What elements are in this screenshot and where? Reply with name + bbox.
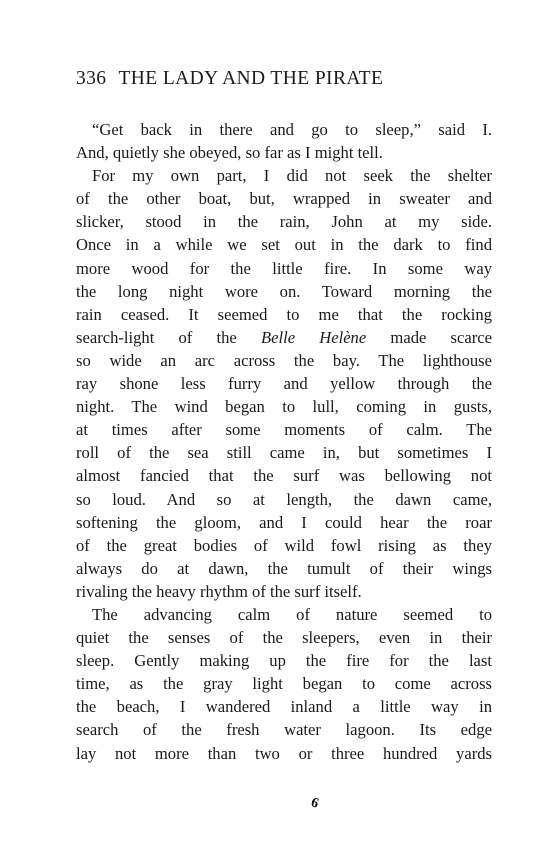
vessel-name: Belle Helène	[260, 327, 367, 347]
text-line: more wood for the little fire. In some way	[76, 258, 492, 278]
text-line: at times after some moments of calm. The	[76, 420, 492, 440]
text-line: sleep. Gently making up the fire for the last	[76, 651, 492, 671]
text-line: lay not more than two or three hundred yards	[76, 743, 492, 763]
body-text	[76, 118, 492, 765]
text-line: always do at dawn, the tumult of their wings	[76, 558, 492, 578]
text-line: search of the fresh water lagoon. Its edge	[76, 720, 492, 740]
text-line: the long night wore on. Toward morning the	[76, 281, 492, 301]
text-line: slicker, stood in the rain, John at my side.	[76, 212, 492, 232]
running-title: THE LADY AND THE PIRATE	[118, 68, 384, 89]
text-line: For my own part, I did not seek the shelter	[92, 166, 492, 186]
text-line: And, quietly she obeyed, so far as I might tell.	[76, 143, 383, 163]
text-line-segment: search-light of the	[76, 327, 261, 347]
text-line: of the great bodies of wild fowl rising as they	[76, 535, 492, 555]
text-line: softening the gloom, and I could hear the roar	[76, 512, 492, 532]
page-number: 336	[76, 68, 107, 89]
text-line: ray shone less furry and yellow through the	[76, 374, 492, 394]
book-page	[76, 68, 492, 765]
text-line-segment: made scarce	[366, 327, 492, 347]
text-line: almost fancied that the surf was bellowing not	[76, 466, 492, 486]
text-line	[76, 326, 492, 349]
text-line: rivaling the heavy rhythm of the surf itself.	[76, 581, 362, 601]
text-line: time, as the gray light began to come across	[76, 674, 492, 694]
text-line: night. The wind began to lull, coming in gusts,	[76, 397, 492, 417]
text-line: The advancing calm of nature seemed to	[92, 604, 492, 624]
text-line: roll of the sea still came in, but sometimes I	[76, 443, 492, 463]
text-line: quiet the senses of the sleepers, even in their	[76, 628, 492, 648]
text-line: rain ceased. It seemed to me that the rocking	[76, 304, 492, 324]
text-line: the beach, I wandered inland a little way in	[76, 697, 492, 717]
text-line: Once in a while we set out in the dark to find	[76, 235, 492, 255]
printer-signature-mark: 6	[309, 795, 321, 812]
text-line: of the other boat, but, wrapped in sweater and	[76, 189, 492, 209]
text-line: “Get back in there and go to sleep,” said I.	[92, 120, 492, 139]
text-line: so loud. And so at length, the dawn came,	[76, 489, 492, 509]
running-header	[76, 68, 492, 94]
text-line: so wide an arc across the bay. The lighthouse	[76, 350, 492, 370]
